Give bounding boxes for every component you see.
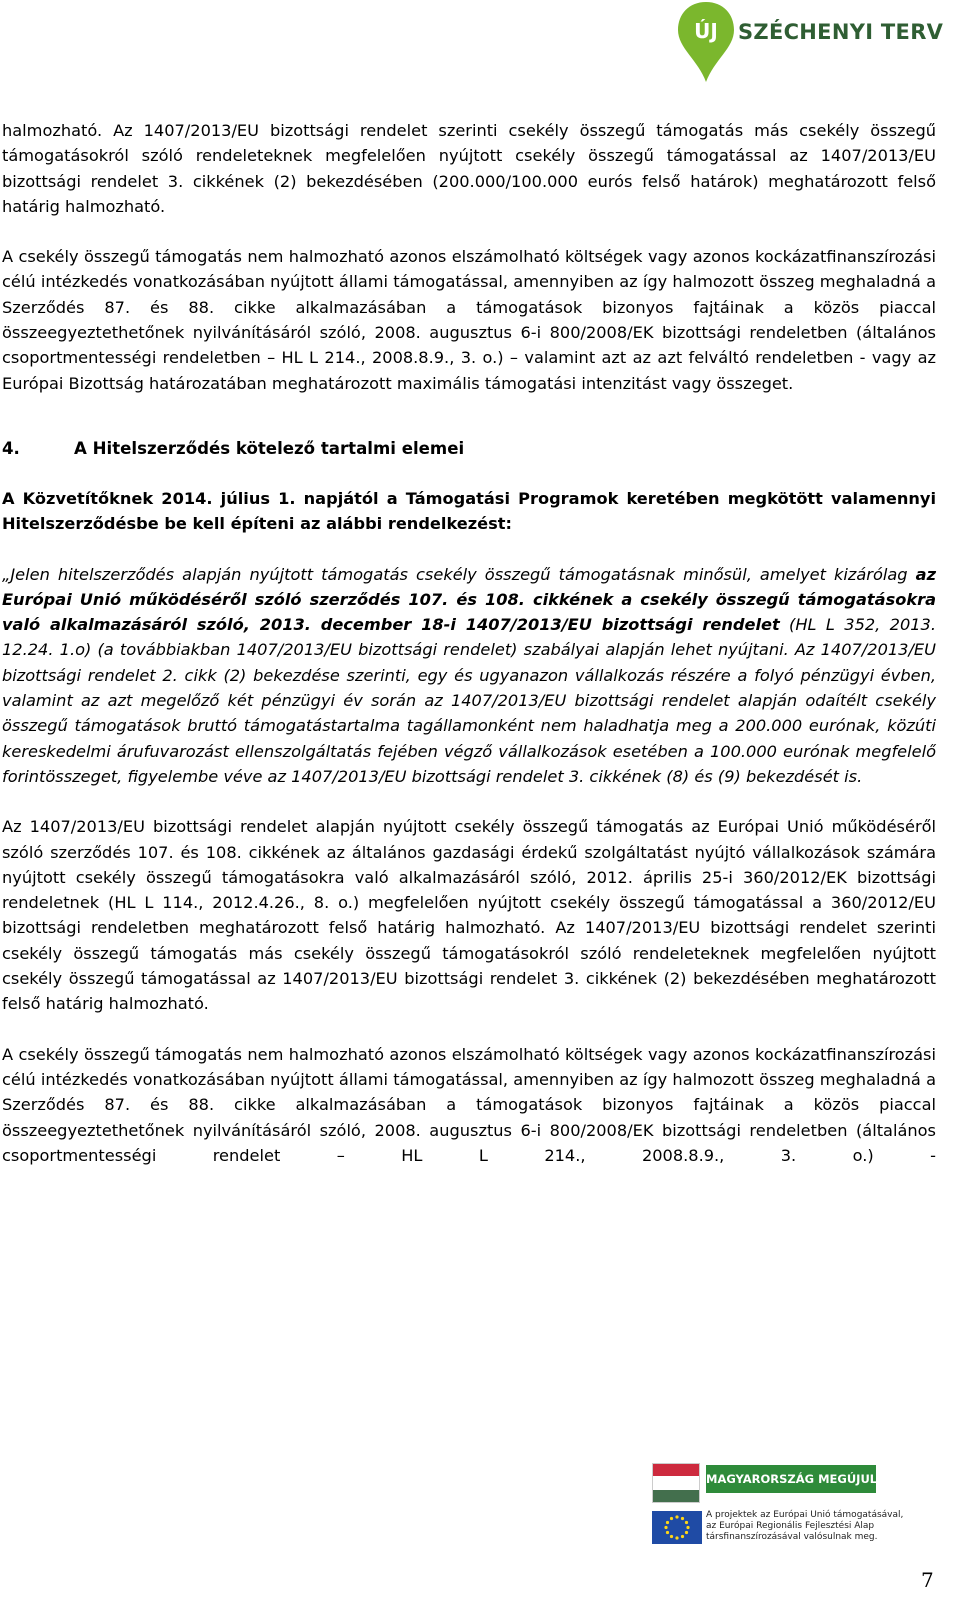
eu-funding-notice: A projektek az Európai Unió támogatásával, az Európai Regionális Fejlesztési Alap társfinanszírozásával valósulnak meg.: [706, 1510, 904, 1542]
quote-part-c: (HL L 352, 2013. 12.24. 1.o) (a továbbiakban 1407/2013/EU bizottsági rendelet) szabályai alapján lehet nyújtani. Az 1407/2013/EU bizottsági rendelet 2. cikk (2) bekezdése szerinti, egy és ugyanazon vállalkozás részére a folyó pénzügyi évben, valamint az azt megelőző két pénzügyi év során az 1407/2013/EU bizottsági rendelet alapján odaítélt csekély összegű támogatások bruttó támogatástartalma tagállamonként nem haladhatja meg a 200.000 eurónak, közúti kereskedelmi árufuvarozást ellenszolgáltatás fejében végző vállalkozások esetében a 100.000 eurónak megfelelő forintösszeget, figyelembe véve az 1407/2013/EU bizottsági rendelet 3. cikkének (8) és (9) bekezdését is.: [2, 615, 936, 786]
paragraph-no-cumulation-2: A csekély összegű támogatás nem halmozható azonos elszámolható költségek vagy azonos kockázatfinanszírozási célú intézkedés vonatkozásában nyújtott állami támogatással, amennyiben az így halmozott összeg meghaladná a Szerződés 87. és 88. cikke alkalmazásában a támogatások bizonyos fajtáinak a közös piaccal összeegyeztethetőnek nyilvánításáról szóló, 2008. augusztus 6-i 800/2008/EK bizottsági rendeletben (általános csoportmentességi rendelet – HL L 214., 2008.8.9., 3. o.) -: [2, 1044, 936, 1165]
svg-text:ÚJ: ÚJ: [694, 19, 718, 43]
paragraph-cumulation-1: halmozható. Az 1407/2013/EU bizottsági rendelet szerinti csekély összegű támogatás más csekély összegű támogatásokról szóló rendeleteknek megfelelően nyújtott csekély összegű támogatással az 1407/2013/EU bizottsági rendelet 3. cikkének (2) bekezdésében (200.000/100.000 eurós felső határok) meghatározott felső határig halmozható.: [2, 121, 936, 216]
hungarian-flag-icon: [652, 1463, 700, 1503]
szechenyi-terv-logo: [676, 0, 946, 88]
paragraph-intermediaries: A Közvetítőknek 2014. július 1. napjától a Támogatási Programok keretében megkötött valamennyi Hitelszerződésbe be kell építeni az alábbi rendelkezést:: [2, 488, 936, 534]
eu-flag-icon: [652, 1511, 702, 1544]
paragraph-cumulation-2: Az 1407/2013/EU bizottsági rendelet alapján nyújtott csekély összegű támogatás az Európai Unió működéséről szóló szerződés 107. és 108. cikkének az általános gazdasági érdekű szolgáltatást nyújtó vállalkozások számára nyújtott csekély összegű támogatásokra való alkalmazásáról szóló, 2012. április 25-i 360/2012/EK bizottsági rendeletnek (HL L 114., 2012.4.26., 8. o.) megfelelően nyújtott csekély összegű támogatással a 360/2012/EU bizottsági rendeletben meghatározott felső határig halmozható. Az 1407/2013/EU bizottsági rendelet szerinti csekély összegű támogatás más csekély összegű támogatásokról szóló rendeleteknek megfelelően nyújtott csekély összegű támogatással az 1407/2013/EU bizottsági rendelet 3. cikkének (2) bekezdésében meghatározott felső határig halmozható.: [2, 817, 936, 1014]
magyarorszag-megujul-banner: MAGYARORSZÁG MEGÚJUL: [706, 1465, 876, 1493]
section-number: 4.: [2, 438, 20, 458]
quote-part-a: „Jelen hitelszerződés alapján nyújtott támogatás csekély összegű támogatásnak minősül, amelyet kizárólag: [2, 564, 916, 584]
page-number: 7: [921, 1568, 934, 1592]
paragraph-no-cumulation-1: A csekély összegű támogatás nem halmozható azonos elszámolható költségek vagy azonos kockázatfinanszírozási célú intézkedés vonatkozásában nyújtott állami támogatással, amennyiben az így halmozott összeg meghaladná a Szerződés 87. és 88. cikke alkalmazásában a támogatások bizonyos fajtáinak a közös piaccal összeegyeztethetőnek nyilvánításáról szóló, 2008. augusztus 6-i 800/2008/EK bizottsági rendeletben (általános csoportmentességi rendeletben – HL L 214., 2008.8.9., 3. o.) – valamint azt az azt felváltó rendeletben - vagy az Európai Bizottság határozatában meghatározott maximális támogatási intenzitást vagy összeget.: [2, 247, 936, 393]
document-body: [2, 118, 936, 1168]
quoted-provision: [2, 562, 936, 790]
logo-text: SZÉCHENYI TERV: [738, 20, 944, 44]
quote-regulation-reference: az Európai Unió működéséről szóló szerződés 107. és 108. cikkének a csekély összegű támogatásokra való alkalmazásáról szóló, 2013. december 18-i 1407/2013/EU bizottsági rendelet: [2, 564, 936, 635]
section-heading: [2, 436, 936, 461]
section-title: A Hitelszerződés kötelező tartalmi elemei: [74, 438, 465, 458]
logo-pin-icon: [676, 0, 736, 84]
